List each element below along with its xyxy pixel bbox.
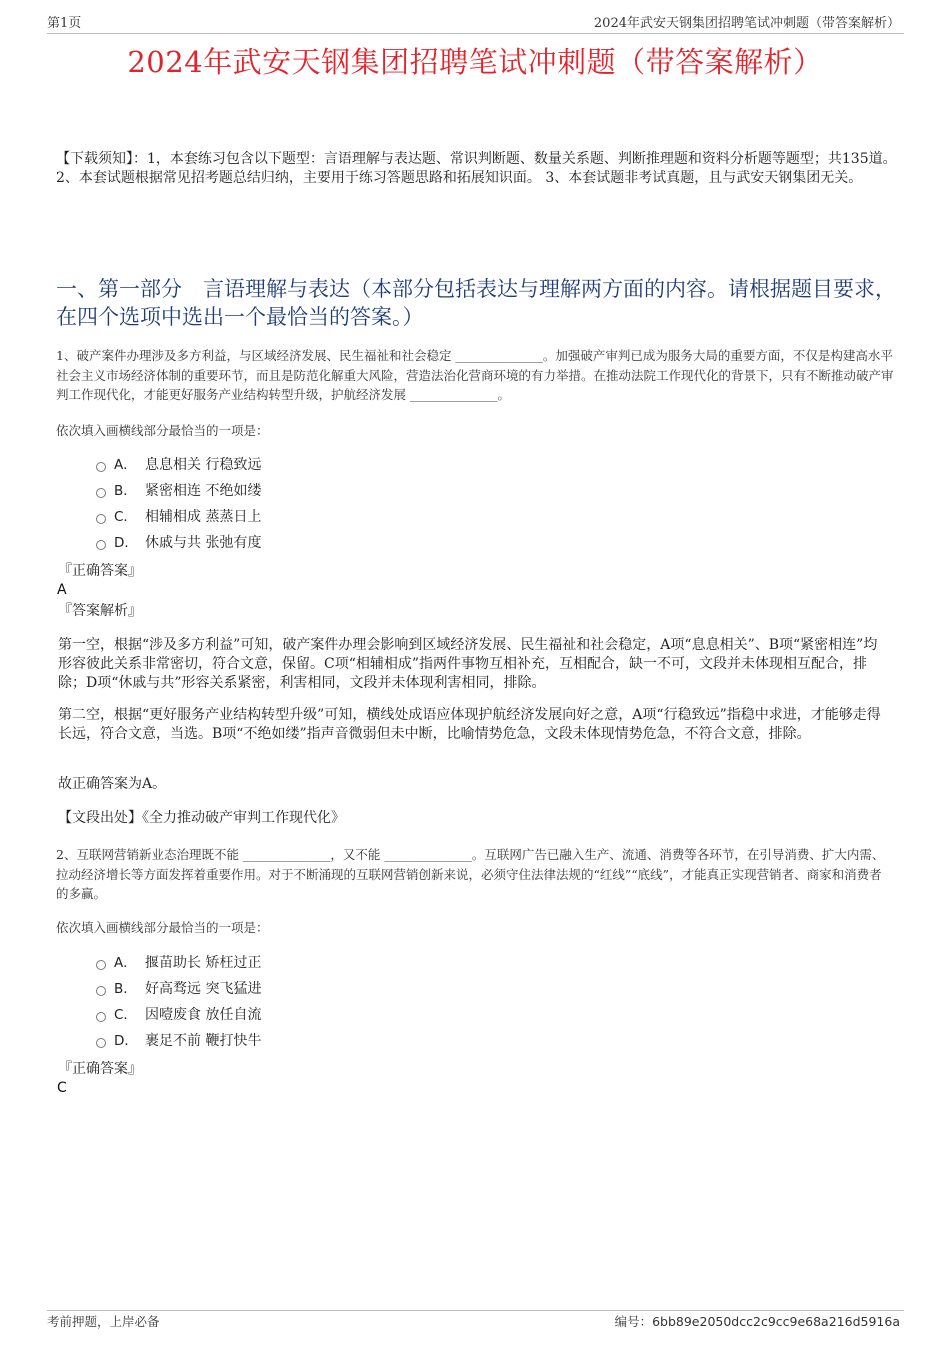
correct-answer-label: 『正确答案』: [58, 1061, 142, 1077]
option-text: 休戚与共 张弛有度: [145, 535, 262, 551]
radio-icon[interactable]: [96, 986, 106, 996]
option-text: 相辅相成 蒸蒸日上: [145, 509, 262, 525]
radio-icon[interactable]: [96, 514, 106, 524]
option-letter: C．: [114, 1007, 137, 1023]
option-text: 好高骛远 突飞猛进: [145, 981, 262, 997]
correct-answer-value: A: [57, 582, 67, 598]
question-2-option-a[interactable]: [96, 953, 261, 973]
analysis-paragraph-2: 第二空，根据“更好服务产业结构转型升级”可知，横线处成语应体现护航经济发展向好之意，A项“行稳致远”指稳中求进，才能够走得长远，符合文意，当选。B项“不绝如缕”指声音微弱但未中断，比喻情势危急，文段未体现情势危急，不符合文意，排除。: [58, 707, 881, 742]
radio-icon[interactable]: [96, 462, 106, 472]
radio-icon[interactable]: [96, 960, 106, 970]
radio-icon[interactable]: [96, 488, 106, 498]
page-header: [47, 14, 904, 34]
question-2-option-c[interactable]: [96, 1005, 261, 1025]
option-letter: A．: [114, 955, 137, 971]
correct-answer-label: 『正确答案』: [58, 563, 142, 579]
option-text: 息息相关 行稳致远: [145, 457, 262, 473]
radio-icon[interactable]: [96, 1012, 106, 1022]
document-title: 2024年武安天钢集团招聘笔试冲刺题（带答案解析）: [127, 45, 823, 79]
download-notice: 【下载须知】：1，本套练习包含以下题型：言语理解与表达题、常识判断题、数量关系题、判断推理题和资料分析题等题型；共135道。 2、本套试题根据常见招考题总结归纳，主要用于练习答题思路和拓展知识面。 3、本套试题非考试真题，且与武安天钢集团无关。: [56, 151, 897, 186]
document-id: 编号：6bb89e2050dcc2c9cc9e68a216d5916a: [614, 1314, 900, 1329]
question-1-option-d[interactable]: [96, 533, 261, 553]
option-letter: C．: [114, 509, 137, 525]
option-text: 因噎废食 放任自流: [145, 1007, 262, 1023]
section-heading: 一、第一部分 言语理解与表达（本部分包括表达与理解两方面的内容。请根据题目要求，在四个选项中选出一个最恰当的答案。）: [56, 277, 896, 329]
question-1-prompt: 依次填入画横线部分最恰当的一项是：: [56, 423, 269, 438]
correct-answer-value: C: [57, 1080, 67, 1096]
radio-icon[interactable]: [96, 540, 106, 550]
passage-source: 【文段出处】《全力推动破产审判工作现代化》: [58, 810, 345, 826]
option-letter: A．: [114, 457, 137, 473]
option-text: 紧密相连 不绝如缕: [145, 483, 262, 499]
analysis-paragraph-1: 第一空，根据“涉及多方利益”可知，破产案件办理会影响到区域经济发展、民生福祉和社会稳定，A项“息息相关”、B项“紧密相连”均形容彼此关系非常密切，符合文意，保留。C项“相辅相成”指两件事物互相补充，互相配合，缺一不可，文段并未体现相互配合，排除；D项“休戚与共”形容关系紧密，利害相同，文段并未体现利害相同，排除。: [58, 637, 878, 691]
question-1-option-a[interactable]: [96, 455, 261, 475]
footer-slogan: 考前押题，上岸必备: [47, 1314, 160, 1329]
question-1-option-b[interactable]: [96, 481, 261, 501]
option-text: 裹足不前 鞭打快牛: [145, 1033, 262, 1049]
page-number: 第1页: [47, 16, 82, 31]
option-letter: D．: [114, 1033, 138, 1049]
analysis-label: 『答案解析』: [58, 603, 142, 619]
question-1-text: 1、破产案件办理涉及多方利益，与区域经济发展、民生福祉和社会稳定 ______________。加强破产审判已成为服务大局的重要方面，不仅是构建高水平社会主义市场经济体制的重要环节，而且是防范化解重大风险，营造法治化营商环境的有力举措。在推动法院工作现代化的背景下，只有不断推动破产审判工作现代化，才能更好服务产业结构转型升级，护航经济发展 ______________。: [56, 348, 894, 402]
question-1-option-c[interactable]: [96, 507, 261, 527]
question-2-option-d[interactable]: [96, 1031, 261, 1051]
analysis-conclusion: 故正确答案为A。: [58, 776, 167, 792]
question-2-prompt: 依次填入画横线部分最恰当的一项是：: [56, 920, 269, 935]
option-letter: B．: [114, 981, 137, 997]
option-letter: B．: [114, 483, 137, 499]
question-2-option-b[interactable]: [96, 979, 261, 999]
header-doc-title: 2024年武安天钢集团招聘笔试冲刺题（带答案解析）: [593, 16, 900, 31]
page-footer: [47, 1310, 904, 1331]
option-letter: D．: [114, 535, 138, 551]
option-text: 揠苗助长 矫枉过正: [145, 955, 262, 971]
question-2-text: 2、互联网营销新业态治理既不能 ______________，又不能 ______________。互联网广告已融入生产、流通、消费等各环节，在引导消费、扩大内需、拉动经济增长等方面发挥着重要作用。对于不断涌现的互联网营销创新来说，必须守住法律法规的“红线”“底线”，才能真正实现营销者、商家和消费者的多赢。: [56, 847, 885, 901]
radio-icon[interactable]: [96, 1038, 106, 1048]
